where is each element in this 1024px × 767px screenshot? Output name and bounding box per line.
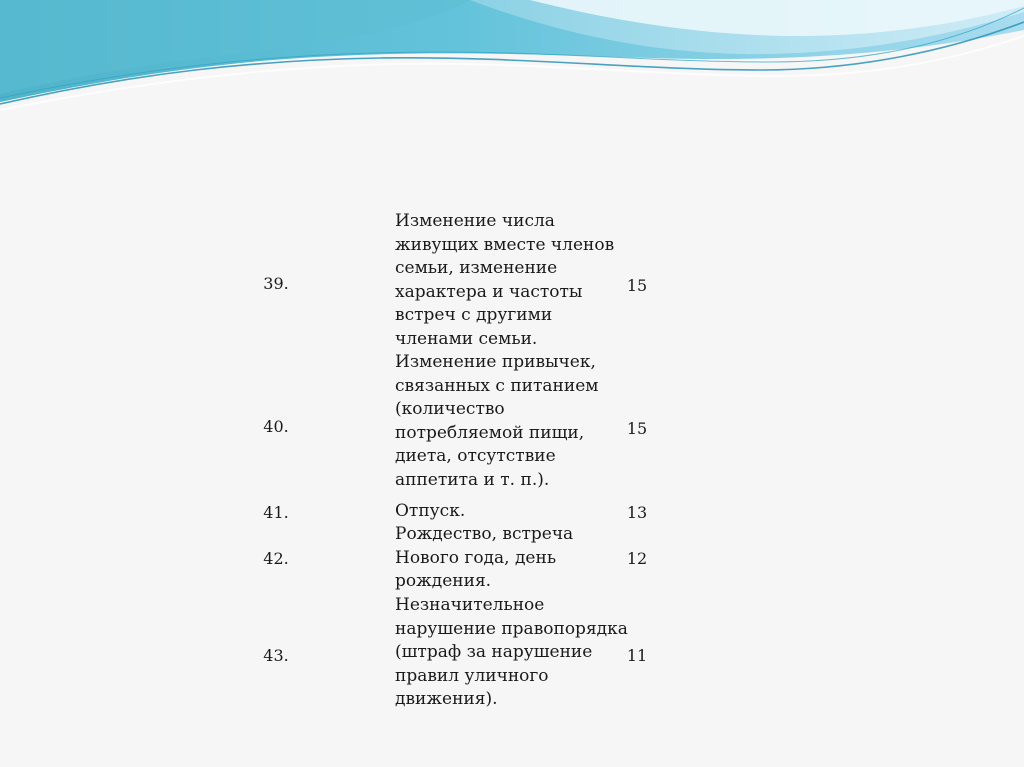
row-score: 15 bbox=[626, 419, 648, 438]
row-number: 43. bbox=[263, 646, 289, 665]
row-event-text: Изменение числа живущих вместе членов семьи, изменение характера и частоты встреч с другими членами семьи. bbox=[395, 211, 615, 349]
row-number: 40. bbox=[263, 417, 289, 436]
row-score: 12 bbox=[626, 549, 648, 568]
row-score: 13 bbox=[626, 503, 648, 522]
row-event-text: Рождество, встреча Нового года, день рождения. bbox=[395, 524, 574, 591]
row-event-text: Отпуск. bbox=[395, 501, 466, 521]
row-event-text: Незначительное нарушение правопорядка (штраф за нарушение правил уличного движения). bbox=[395, 595, 628, 709]
row-score: 15 bbox=[626, 276, 648, 295]
row-number: 42. bbox=[263, 549, 289, 568]
row-number: 41. bbox=[263, 503, 289, 522]
row-event-text: Изменение привычек, связанных с питанием (количество потребляемой пищи, диета, отсутствие аппетита и т. п.). bbox=[395, 352, 599, 490]
row-score: 11 bbox=[626, 646, 648, 665]
row-number: 39. bbox=[263, 274, 289, 293]
